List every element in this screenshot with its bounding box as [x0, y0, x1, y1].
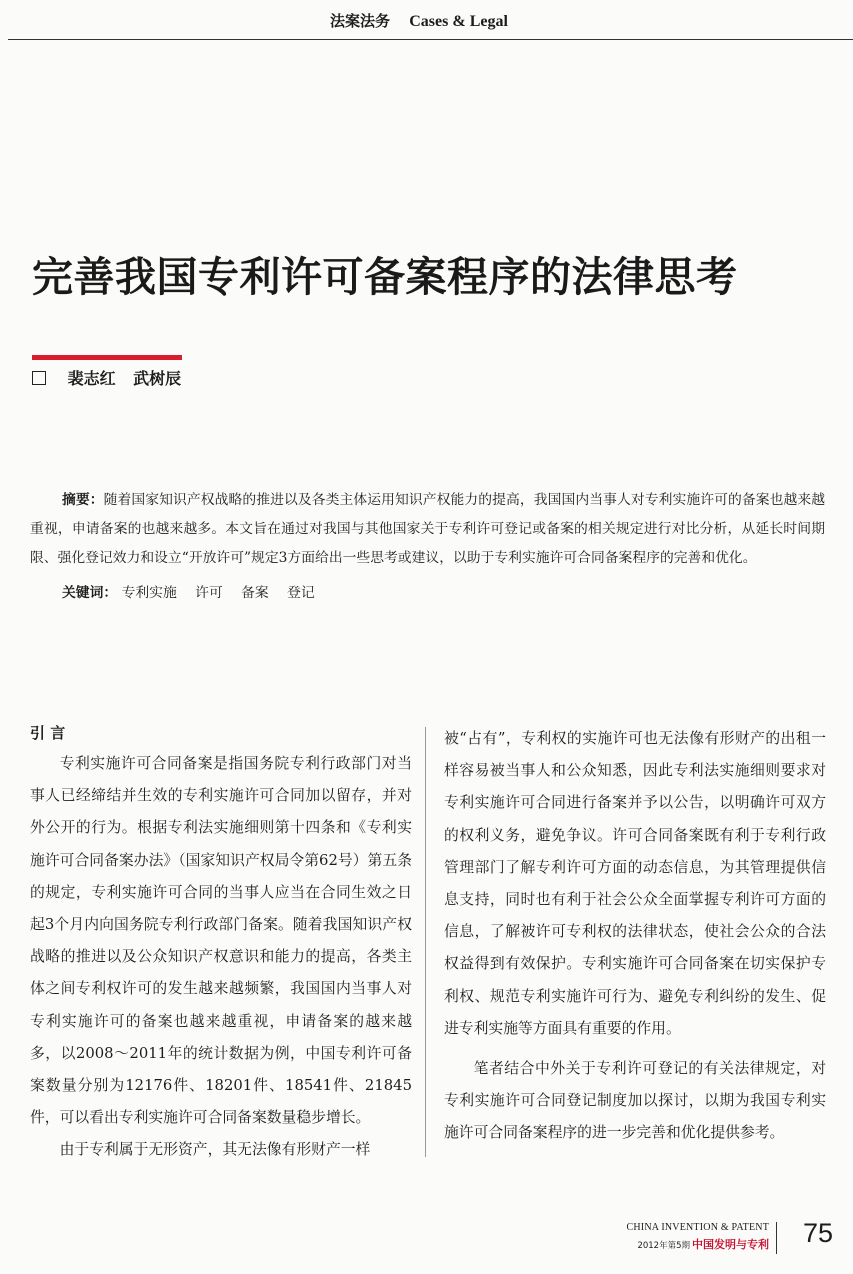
header-rule: [8, 39, 853, 40]
issue-label: 2012年第5期: [637, 1241, 690, 1251]
section-name-cn: 法案法务: [330, 12, 391, 30]
abstract-label: 摘要：: [62, 492, 104, 508]
square-bullet-icon: [32, 371, 46, 385]
magazine-name-en: CHINA INVENTION & PATENT: [626, 1222, 769, 1233]
author-line: [32, 366, 193, 389]
section-name-en: Cases & Legal: [409, 13, 508, 30]
section-heading: 引 言: [30, 724, 66, 742]
body-paragraph-continued: 被“占有”，专利权的实施许可也无法像有形财产的出租一样容易被当事人和公众知悉，因此专利法实施细则要求对专利实施许可合同进行备案并予以公告，以明确许可双方的权利义务，避免争议。许可合同备案既有利于专利行政管理部门了解专利许可方面的动态信息，为其管理提供信息支持，同时也有利于社会公众全面掌握专利许可方面的信息，了解被许可专利权的法律状态，使社会公众的合法权益得到有效保护。专利实施许可合同备案在切实保护专利权、规范专利实施许可行为、避免专利纠纷的发生、促进专利实施等方面具有重要的作用。: [444, 730, 826, 1037]
abstract-block: [30, 486, 825, 608]
running-header: [330, 10, 660, 36]
body-column-left: [30, 718, 412, 1167]
author-name: 裴志红: [67, 369, 116, 388]
abstract-paragraph: [30, 486, 825, 573]
footer-divider: [776, 1222, 777, 1254]
keywords-line: [30, 579, 825, 608]
body-paragraph: 专利实施许可合同备案是指国务院专利行政部门对当事人已经缔结并生效的专利实施许可合同加以留存，并对外公开的行为。根据专利法实施细则第十四条和《专利实施许可合同备案办法》（国家知识产权局令第62号）第五条的规定，专利实施许可合同的当事人应当在合同生效之日起3个月内向国务院专利行政部门备案。随着我国知识产权战略的推进以及公众知识产权意识和能力的提高，各类主体之间专利权许可的发生越来越频繁，我国国内当事人对专利实施许可的备案也越来越重视，申请备案的越来越多，以2008～2011年的统计数据为例，中国专利许可备案数量分别为12176件、18201件、18541件、21845件，可以看出专利实施许可合同备案数量稳步增长。: [30, 755, 412, 1127]
title-accent-bar: [32, 355, 182, 360]
column-divider: [425, 727, 426, 1157]
abstract-text: 随着国家知识产权战略的推进以及各类主体运用知识产权能力的提高，我国国内当事人对专利实施许可的备案也越来越重视，申请备案的也越来越多。本文旨在通过对我国与其他国家关于专利许可登记或备案的相关规定进行对比分析，从延长时间期限、强化登记效力和设立“开放许可”规定3方面给出一些思考或建议，以助于专利实施许可合同备案程序的完善和优化。: [30, 492, 825, 566]
magazine-name-cn: 中国发明与专利: [692, 1238, 769, 1251]
page-number: 75: [802, 1218, 833, 1248]
keyword: 许可: [195, 585, 223, 601]
keyword: 备案: [241, 585, 269, 601]
body-column-right: [444, 723, 826, 1150]
body-paragraph: 笔者结合中外关于专利许可登记的有关法律规定，对专利实施许可合同登记制度加以探讨，以期为我国专利实施许可合同备案程序的进一步完善和优化提供参考。: [444, 1060, 826, 1142]
article-title: 完善我国专利许可备案程序的法律思考: [32, 253, 738, 301]
body-paragraph: 由于专利属于无形资产，其无法像有形财产一样: [59, 1141, 371, 1159]
footer-meta: [627, 1222, 769, 1252]
keyword: 专利实施: [121, 585, 177, 601]
keywords-label: 关键词：: [62, 585, 118, 601]
author-name: 武树辰: [133, 369, 182, 388]
keyword: 登记: [287, 585, 315, 601]
